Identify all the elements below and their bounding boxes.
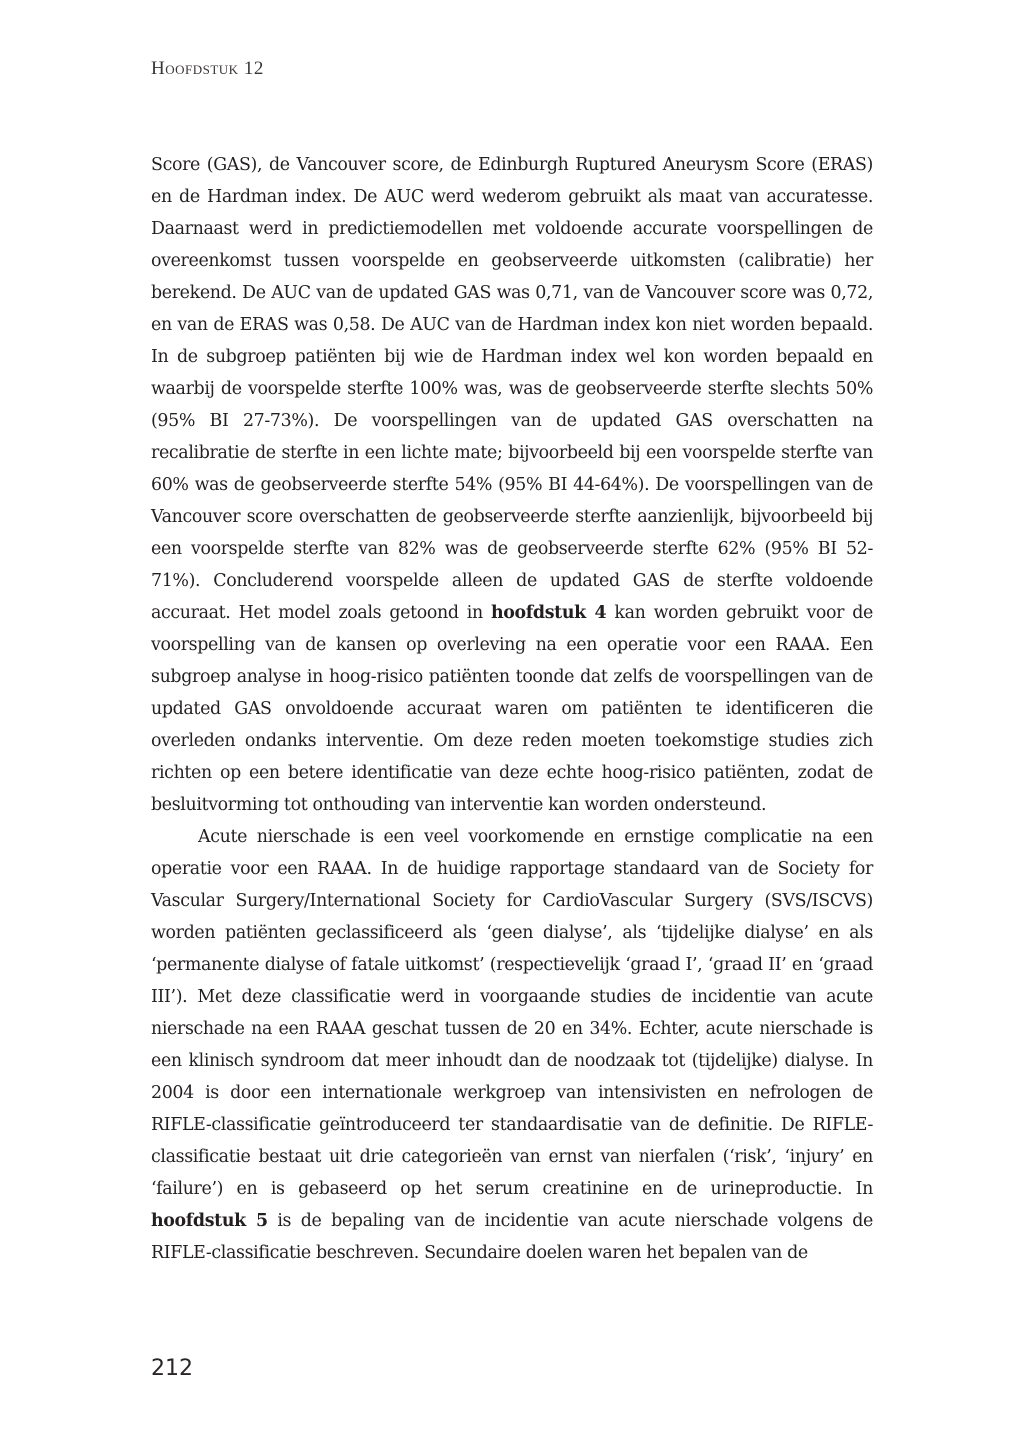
chapter-reference: hoofdstuk 4 [490, 603, 607, 623]
text-segment: Acute nierschade is een veel voorkomende en ernstige complicatie na een operatie voor een RAAA. In de huidige rapportage standaard van de Society for Vascular Surgery/International Society for CardioVascular Surgery (SVS/ISCVS) worden patiënten geclassificeerd als ‘geen dialyse’, als ‘tijdelijke dialyse’ en als ‘permanente dialyse of fatale uitkomst’ (respectievelijk ‘graad I’, ‘graad II’ en ‘graad III’). Met deze classificatie werd in voorgaande studies de incidentie van acute nierschade na een RAAA geschat tussen de 20 en 34%. Echter, acute nierschade is een klinisch syndroom dat meer inhoudt dan de noodzaak tot (tijdelijke) dialyse. In 2004 is door een internationale werkgroep van intensivisten en nefrologen de RIFLE-classificatie geïntroduceerd ter standaardisatie van de definitie. De RIFLE-classificatie bestaat uit drie categorieën van ernst van nierfalen (‘risk’, ‘injury’ en ‘failure’) en is gebaseerd op het serum creatinine en de urineproductie. In [151, 827, 873, 1199]
paragraph-2 [151, 821, 873, 1269]
text-segment: is de bepaling van de incidentie van acute nierschade volgens de RIFLE-classificatie beschreven. Secundaire doelen waren het bepalen van de [151, 1211, 873, 1263]
chapter-reference: hoofdstuk 5 [151, 1211, 268, 1231]
body-text [151, 149, 873, 1269]
paragraph-1 [151, 149, 873, 821]
text-segment: kan worden gebruikt voor de voorspelling van de kansen op overleving na een operatie voor een RAAA. Een subgroep analyse in hoog-risico patiënten toonde dat zelfs de voorspellingen van de updated GAS onvoldoende accuraat waren om patiënten te identificeren die overleden ondanks interventie. Om deze reden moeten toekomstige studies zich richten op een betere identificatie van deze echte hoog-risico patiënten, zodat de besluitvorming tot onthouding van interventie kan worden ondersteund. [151, 603, 873, 815]
page-number: 212 [151, 1356, 193, 1381]
text-segment: Score (GAS), de Vancouver score, de Edinburgh Ruptured Aneurysm Score (ERAS) en de Hardman index. De AUC werd wederom gebruikt als maat van accuratesse. Daarnaast werd in predictiemodellen met voldoende accurate voorspellingen de overeenkomst tussen voorspelde en geobserveerde uitkomsten (calibratie) her berekend. De AUC van de updated GAS was 0,71, van de Vancouver score was 0,72, en van de ERAS was 0,58. De AUC van de Hardman index kon niet worden bepaald. In de subgroep patiënten bij wie de Hardman index wel kon worden bepaald en waarbij de voorspelde sterfte 100% was, was de geobserveerde sterfte slechts 50% (95% BI 27-73%). De voorspellingen van de updated GAS overschatten na recalibratie de sterfte in een lichte mate; bijvoorbeeld bij een voorspelde sterfte van 60% was de geobserveerde sterfte 54% (95% BI 44-64%). De voorspellingen van de Vancouver score overschatten de geobserveerde sterfte aanzienlijk, bijvoorbeeld bij een voorspelde sterfte van 82% was de geobserveerde sterfte 62% (95% BI 52-71%). Concluderend voorspelde alleen de updated GAS de sterfte voldoende accuraat. Het model zoals getoond in [151, 155, 873, 623]
running-header: Hoofdstuk 12 [151, 58, 264, 79]
